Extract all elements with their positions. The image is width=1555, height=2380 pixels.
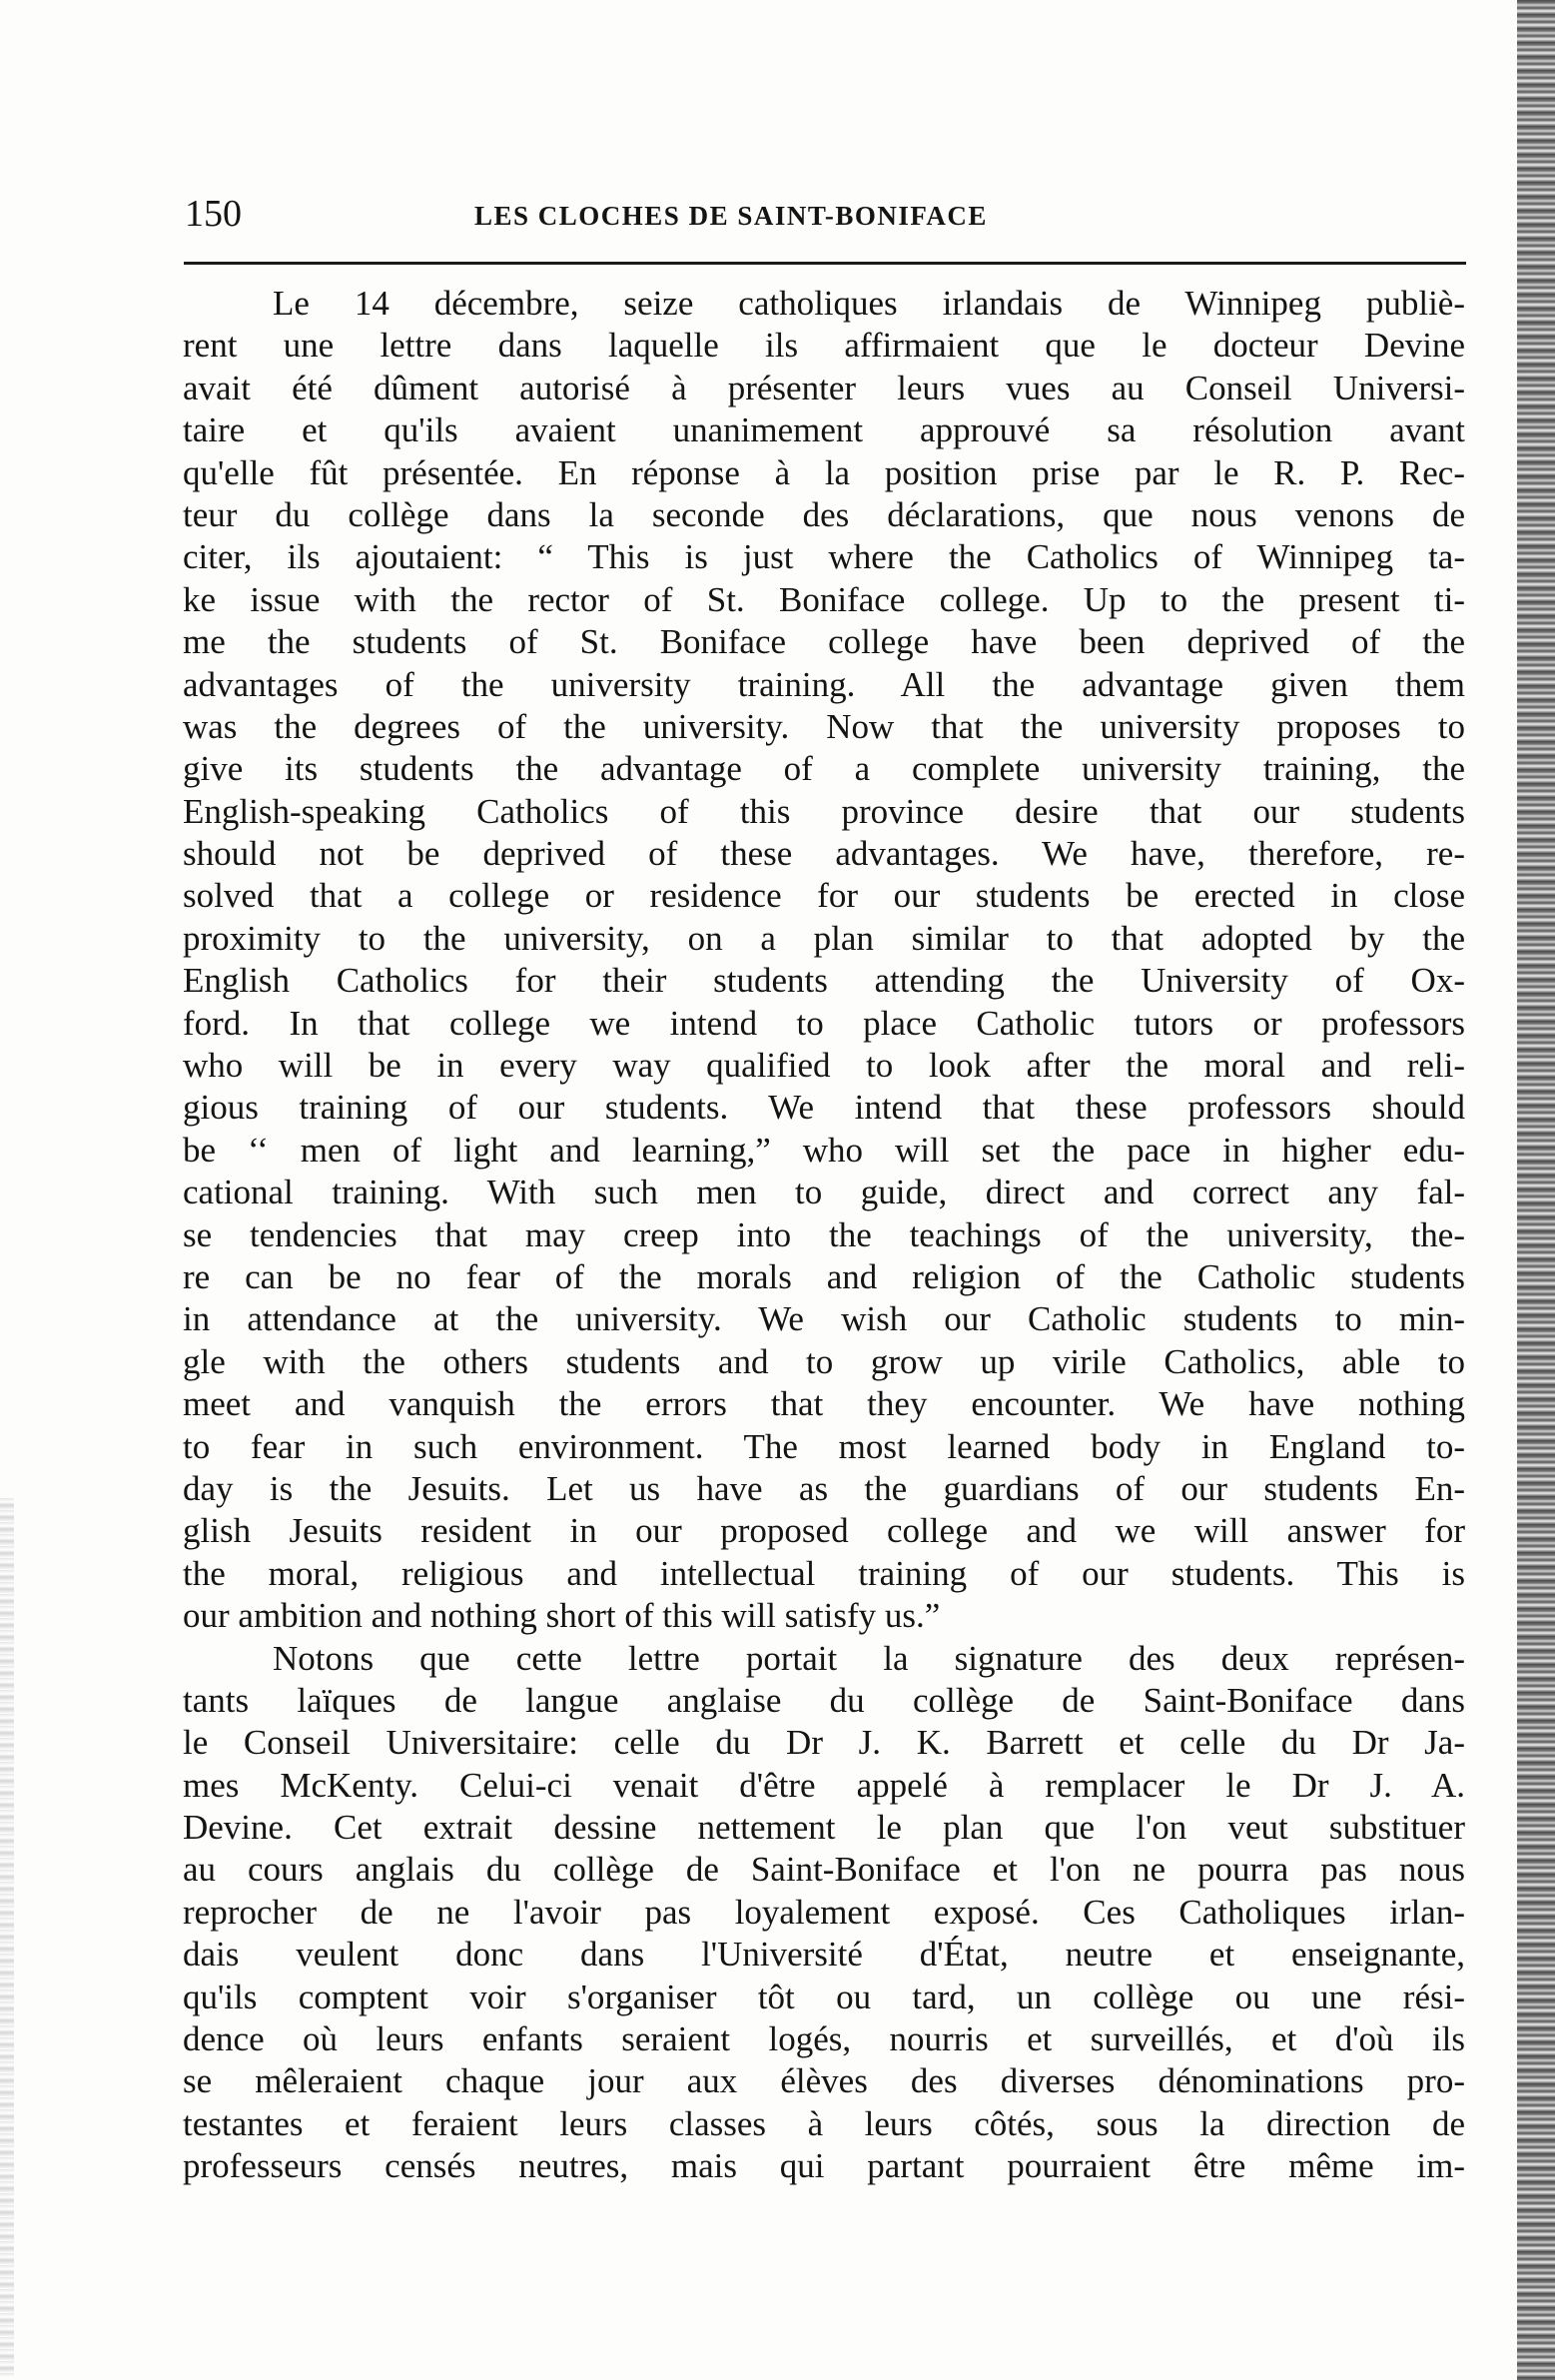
text-line: professeurs censés neutres, mais qui partant pourraient être même im- <box>183 2146 1465 2186</box>
text-line: English-speaking Catholics of this province desire that our students <box>183 791 1465 831</box>
text-line: our ambition and nothing short of this will satisfy us.” <box>183 1596 941 1636</box>
page-edge-right <box>1517 0 1555 2380</box>
text-line: tants laïques de langue anglaise du collège de Saint-Boniface dans <box>183 1680 1465 1720</box>
text-line: to fear in such environment. The most learned body in England to- <box>183 1426 1465 1466</box>
text-line: give its students the advantage of a complete university training, the <box>183 749 1465 789</box>
paragraph-2 <box>183 1638 1465 2188</box>
text-line: solved that a college or residence for our students be erected in close <box>183 876 1465 916</box>
text-line: mes McKenty. Celui-ci venait d'être appelé à remplacer le Dr J. A. <box>183 1765 1465 1805</box>
text-line: testantes et feraient leurs classes à leurs côtés, sous la direction de <box>183 2103 1465 2143</box>
text-line: be ‘‘ men of light and learning,” who will set the pace in higher edu- <box>183 1130 1465 1170</box>
text-line: avait été dûment autorisé à présenter leurs vues au Conseil Universi- <box>183 368 1465 407</box>
text-line: dais veulent donc dans l'Université d'État, neutre et enseignante, <box>183 1935 1465 1975</box>
text-line: English Catholics for their students attending the University of Ox- <box>183 961 1465 1001</box>
text-line: re can be no fear of the morals and religion of the Catholic students <box>183 1256 1465 1296</box>
running-head <box>185 186 1463 242</box>
text-line: the moral, religious and intellectual training of our students. This is <box>183 1553 1465 1593</box>
text-line: in attendance at the university. We wish our Catholic students to min- <box>183 1299 1465 1339</box>
body-text <box>183 283 1465 2188</box>
text-line: qu'ils comptent voir s'organiser tôt ou tard, un collège ou une rési- <box>183 1977 1465 2016</box>
text-line: Devine. Cet extrait dessine nettement le plan que l'on veut substituer <box>183 1808 1465 1848</box>
text-line: teur du collège dans la seconde des déclarations, que nous venons de <box>183 494 1465 534</box>
text-line: Le 14 décembre, seize catholiques irlandais de Winnipeg publiè- <box>273 284 1465 323</box>
text-line: ford. In that college we intend to place Catholic tutors or professors <box>183 1003 1465 1043</box>
page-number: 150 <box>185 193 242 235</box>
text-line: advantages of the university training. All the advantage given them <box>183 664 1465 704</box>
text-line: who will be in every way qualified to look after the moral and reli- <box>183 1046 1465 1086</box>
page-edge-left <box>0 1498 14 2377</box>
text-line: au cours anglais du collège de Saint-Boniface et l'on ne pourra pas nous <box>183 1850 1465 1890</box>
text-line: proximity to the university, on a plan similar to that adopted by the <box>183 918 1465 958</box>
text-line: day is the Jesuits. Let us have as the guardians of our students En- <box>183 1468 1465 1508</box>
text-line: qu'elle fût présentée. En réponse à la position prise par le R. P. Rec- <box>183 452 1465 492</box>
text-line: dence où leurs enfants seraient logés, nourris et surveillés, et d'où ils <box>183 2019 1465 2059</box>
text-line: reprocher de ne l'avoir pas loyalement exposé. Ces Catholiques irlan- <box>183 1892 1465 1932</box>
text-line: was the degrees of the university. Now that the university proposes to <box>183 706 1465 746</box>
header-rule <box>184 262 1466 265</box>
text-line: ke issue with the rector of St. Boniface college. Up to the present ti- <box>183 579 1465 619</box>
text-line: gious training of our students. We intend that these professors should <box>183 1088 1465 1128</box>
text-line: rent une lettre dans laquelle ils affirmaient que le docteur Devine <box>183 326 1465 366</box>
text-line: glish Jesuits resident in our proposed college and we will answer for <box>183 1511 1465 1551</box>
text-line: se mêleraient chaque jour aux élèves des diverses dénominations pro- <box>183 2061 1465 2101</box>
text-line: se tendencies that may creep into the teachings of the university, the- <box>183 1214 1465 1254</box>
text-line: citer, ils ajoutaient: “ This is just where the Catholics of Winnipeg ta- <box>183 537 1465 577</box>
text-line: le Conseil Universitaire: celle du Dr J. K. Barrett et celle du Dr Ja- <box>183 1723 1465 1763</box>
text-line: Notons que cette lettre portait la signature des deux représen- <box>273 1638 1465 1678</box>
text-line: gle with the others students and to grow up virile Catholics, able to <box>183 1341 1465 1381</box>
text-line: should not be deprived of these advantages. We have, therefore, re- <box>183 834 1465 874</box>
text-line: me the students of St. Boniface college have been deprived of the <box>183 622 1465 662</box>
text-line: taire et qu'ils avaient unanimement approuvé sa résolution avant <box>183 410 1465 450</box>
text-line: meet and vanquish the errors that they encounter. We have nothing <box>183 1384 1465 1424</box>
paragraph-1 <box>183 283 1465 1638</box>
running-head-title: LES CLOCHES DE SAINT-BONIFACE <box>474 201 988 231</box>
text-line: cational training. With such men to guide, direct and correct any fal- <box>183 1173 1465 1212</box>
